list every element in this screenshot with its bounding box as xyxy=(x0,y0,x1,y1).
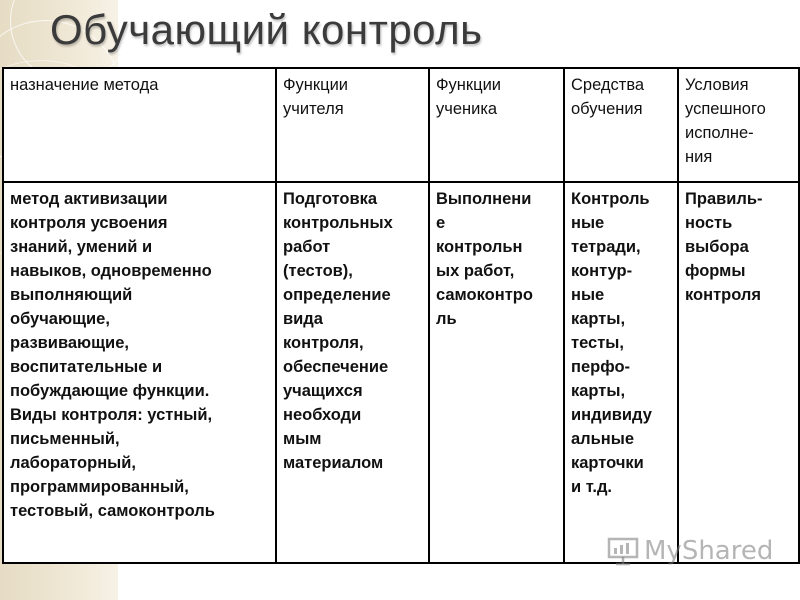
header-cell-method-purpose: назначение метода xyxy=(3,68,276,182)
presentation-board-icon xyxy=(606,536,640,566)
cell-student-functions: Выполнени е контрольн ых работ, самоконтро ль xyxy=(429,182,564,563)
header-cell-success-conditions: Условия успешного исполне- ния xyxy=(678,68,799,182)
table-header-row xyxy=(3,68,799,182)
cell-learning-tools: Контроль ные тетради, контур- ные карты, тесты, перфо- карты, индивиду альные карточки и т.д. xyxy=(564,182,678,563)
control-methods-table xyxy=(2,67,800,564)
watermark-text: MyShared xyxy=(644,536,774,566)
cell-method-purpose: метод активизации контроля усвоения знаний, умений и навыков, одновременно выполняющий обучающие, развивающие, воспитательные и побуждающие функции. Виды контроля: устный, письменный, лабораторный, программированный, тестовый, самоконтроль xyxy=(3,182,276,563)
cell-success-conditions: Правиль- ность выбора формы контроля xyxy=(678,182,799,563)
header-cell-student-functions: Функции ученика xyxy=(429,68,564,182)
watermark xyxy=(606,536,773,566)
cell-teacher-functions: Подготовка контрольных работ (тестов), определение вида контроля, обеспечение учащихся необходи мым материалом xyxy=(276,182,429,563)
header-cell-learning-tools: Средства обучения xyxy=(564,68,678,182)
slide-title: Обучающий контроль xyxy=(50,6,483,53)
content-table-wrapper xyxy=(2,67,798,564)
header-cell-teacher-functions: Функции учителя xyxy=(276,68,429,182)
table-row xyxy=(3,182,799,563)
